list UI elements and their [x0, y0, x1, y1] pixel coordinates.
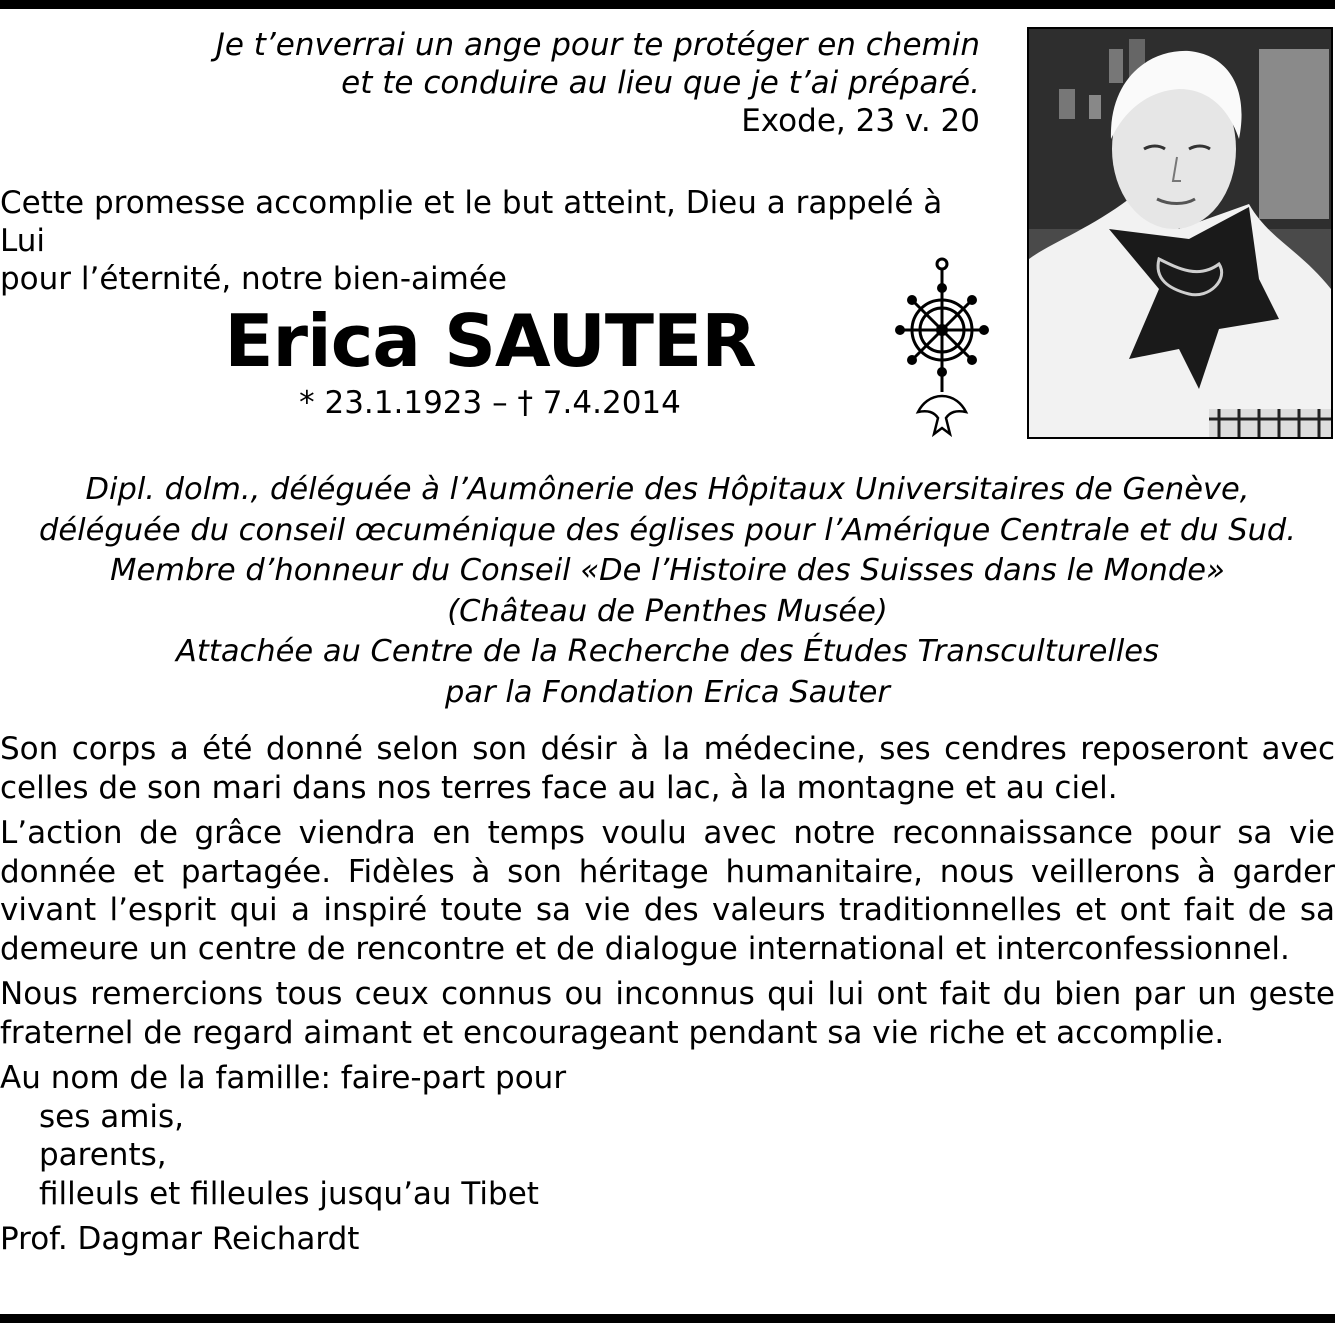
epigraph-reference: Exode, 23 v. 20: [741, 103, 980, 139]
life-dates: * 23.1.1923 – † 7.4.2014: [299, 385, 681, 421]
paragraph-thanks: Nous remercions tous ceux connus ou inconnus qui lui ont fait du bien par un geste fraternel de regard aimant et encourageant pendant sa vie riche et accomplie.: [0, 976, 1335, 1051]
signoff-intro: Au nom de la famille: faire-part pour: [0, 1060, 567, 1096]
deceased-name: Erica SAUTER: [224, 299, 756, 383]
intro-line-2: pour l’éternité, notre bien-aimée: [0, 261, 507, 297]
bottom-rule: [0, 1314, 1335, 1323]
paragraph-thanksgiving: L’action de grâce viendra en temps voulu avec notre reconnaissance pour sa vie donnée et partagée. Fidèles à son héritage humanitaire, nous veillerons à garder vivant l’esprit qui a inspiré toute sa vie des valeurs traditionnelles et ont fait de sa demeure un centre de rencontre et de dialogue international et interconfessionnel.: [0, 815, 1335, 967]
epigraph-line-1: Je t’enverrai un ange pour te protéger en chemin: [215, 27, 980, 63]
signature: Prof. Dagmar Reichardt: [0, 1221, 360, 1257]
titles-block: [0, 470, 1335, 713]
recipient-list: [0, 1098, 1335, 1214]
epigraph-line-2: et te conduire au lieu que je t’ai préparé.: [341, 65, 980, 101]
title-line: (Château de Penthes Musée): [447, 593, 888, 629]
top-rule: [0, 0, 1335, 9]
intro-text: [0, 184, 985, 298]
title-line: Membre d’honneur du Conseil «De l’Histoire des Suisses dans le Monde»: [110, 553, 1225, 588]
paragraph-body-donation: Son corps a été donné selon son désir à la médecine, ses cendres reposeront avec celles de son mari dans nos terres face au lac, à la montagne et au ciel.: [0, 731, 1335, 806]
list-item: parents,: [39, 1137, 167, 1173]
huguenot-cross-icon: [884, 254, 1002, 440]
title-line: Attachée au Centre de la Recherche des Études Transculturelles: [176, 634, 1159, 669]
epigraph: [0, 26, 980, 140]
intro-line-1: Cette promesse accomplie et le but atteint, Dieu a rappelé à Lui: [0, 185, 943, 259]
title-line: par la Fondation Erica Sauter: [445, 674, 890, 710]
list-item: ses amis,: [39, 1098, 185, 1135]
title-line: déléguée du conseil œcuménique des églises pour l’Amérique Centrale et du Sud.: [39, 512, 1296, 548]
body-text: [0, 730, 1335, 1259]
portrait-photo: [1027, 27, 1333, 439]
list-item: filleuls et filleules jusqu’au Tibet: [39, 1175, 539, 1212]
title-line: Dipl. dolm., déléguée à l’Aumônerie des Hôpitaux Universitaires de Genève,: [85, 472, 1250, 507]
